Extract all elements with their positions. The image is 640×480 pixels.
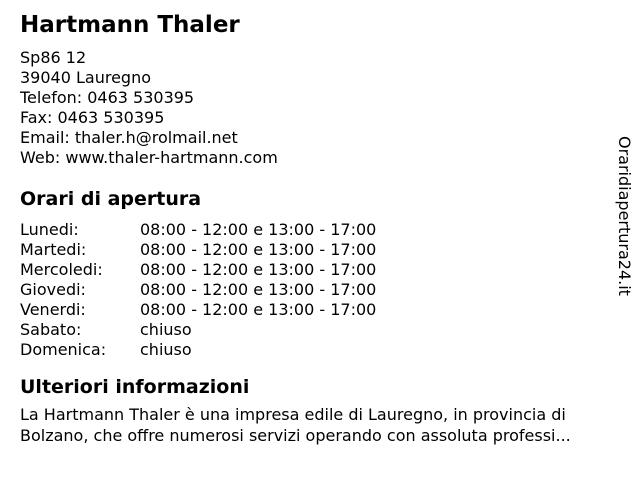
hours-row-day: Venerdi:: [20, 299, 86, 319]
fax-line: Fax: 0463 530395: [20, 107, 165, 127]
hours-row-value: 08:00 - 12:00 e 13:00 - 17:00: [140, 259, 377, 279]
contact-info: [20, 48, 604, 168]
hours-row-value: 08:00 - 12:00 e 13:00 - 17:00: [140, 299, 377, 319]
city-address: 39040 Lauregno: [20, 67, 151, 87]
street-address: Sp86 12: [20, 47, 87, 67]
hours-row-value: 08:00 - 12:00 e 13:00 - 17:00: [140, 219, 377, 239]
hours-row-value: chiuso: [140, 339, 192, 359]
website-line: Web: www.thaler-hartmann.com: [20, 147, 278, 167]
site-watermark: Oraridiapertura24.it: [615, 136, 634, 296]
hours-row-day: Sabato:: [20, 319, 82, 339]
more-info-heading: Ulteriori informazioni: [20, 375, 250, 398]
hours-row-day: Domenica:: [20, 339, 107, 359]
hours-row-day: Giovedi:: [20, 279, 86, 299]
hours-row-value: chiuso: [140, 319, 192, 339]
hours-row-day: Lunedi:: [20, 219, 79, 239]
page-title: Hartmann Thaler: [20, 12, 240, 38]
hours-row-value: 08:00 - 12:00 e 13:00 - 17:00: [140, 239, 377, 259]
business-description: La Hartmann Thaler è una impresa edile di Lauregno, in provincia di Bolzano, che offre numerosi servizi operando con assoluta professi...: [20, 404, 571, 445]
hours-row-value: 08:00 - 12:00 e 13:00 - 17:00: [140, 279, 377, 299]
hours-row-day: Martedi:: [20, 239, 87, 259]
opening-hours-table: [20, 220, 604, 360]
hours-row-day: Mercoledi:: [20, 259, 103, 279]
opening-hours-heading: Orari di apertura: [20, 187, 202, 210]
phone-line: Telefon: 0463 530395: [20, 87, 195, 107]
email-line: Email: thaler.h@rolmail.net: [20, 127, 238, 147]
